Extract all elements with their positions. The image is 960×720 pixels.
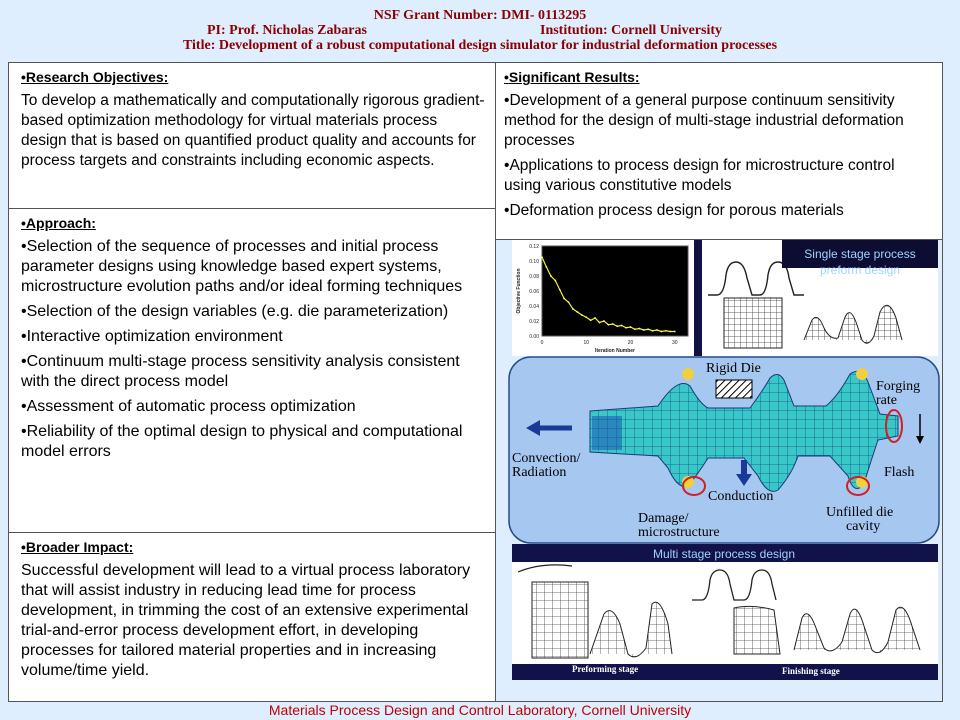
unfilled-label-2: cavity <box>846 519 881 534</box>
footer: Materials Process Design and Control Laboratory, Cornell University <box>268 702 692 718</box>
objective-point <box>647 328 649 330</box>
objective-point <box>621 325 623 327</box>
single-stage-caption-line2: preform design <box>819 263 901 277</box>
research-objectives-text: To develop a mathematically and computationally rigorous gradient-based optimization methodology for virtual materials process design that is based on quantified product quality and accounts for process targets and constraints including economic aspects. <box>21 92 485 169</box>
y-tick-label: 0.06 <box>529 289 539 295</box>
objective-point <box>559 289 561 291</box>
forging-svg <box>508 356 940 544</box>
single-stage-caption-line1: Single stage process <box>804 247 916 261</box>
objective-point <box>665 330 667 332</box>
convection-label-2: Radiation <box>512 465 567 480</box>
principal-investigator: PI: Prof. Nicholas Zabaras <box>207 23 367 38</box>
result-item: • Applications to process design for microstructure control using various constitutive models <box>504 156 934 196</box>
objective-point <box>674 331 676 333</box>
approach-heading: • Approach: <box>21 215 485 231</box>
conduction-label: Conduction <box>708 489 774 504</box>
objective-point <box>563 298 565 300</box>
approach-item: • Interactive optimization environment <box>21 327 485 347</box>
objective-point <box>652 330 654 332</box>
objective-point <box>581 314 583 316</box>
multi-stage-caption: Multi stage process design <box>652 547 796 561</box>
objective-point <box>590 319 592 321</box>
broader-impact-heading: • Broader Impact: <box>21 539 485 555</box>
objective-point <box>669 331 671 333</box>
result-item: • Deformation process design for porous materials <box>504 201 934 221</box>
broader-impact-text: Successful development will lead to a virtual process laboratory that will assist industry in reducing lead time for process development, in trimming the cost of an extensive experimental trial-and-error process development effort, in developing processes for tailored material properties and in increasing volume/time yield. <box>21 562 471 679</box>
y-tick-label: 0.04 <box>529 304 539 310</box>
y-tick-label: 0.12 <box>529 244 539 250</box>
objective-point <box>630 326 632 328</box>
x-tick-label: 0 <box>540 340 544 346</box>
single-stage-svg <box>512 240 938 356</box>
x-tick-label: 30 <box>671 340 678 346</box>
approach-item: • Selection of the sequence of processes and initial process parameter designs using knowledge based expert systems, microstructure evolution paths and/or ideal forming techniques <box>21 237 485 297</box>
institution: Institution: Cornell University <box>540 23 722 38</box>
objective-point <box>568 301 570 303</box>
significant-results-heading: • Significant Results: <box>504 69 934 85</box>
result-item: • Development of a general purpose continuum sensitivity method for the design of multi-stage industrial deformation processes <box>504 91 934 151</box>
approach-item: • Selection of the design variables (e.g. die parameterization) <box>21 302 485 322</box>
research-objectives-panel <box>8 62 496 209</box>
objective-point <box>585 316 587 318</box>
preforming-label: Preforming stage <box>572 664 639 674</box>
objective-point <box>661 331 663 333</box>
y-axis-label: Objective Function <box>516 268 522 314</box>
objective-point <box>541 256 543 258</box>
rigid-die-label: Rigid Die <box>706 361 761 376</box>
finishing-label: Finishing stage <box>782 666 840 676</box>
objective-point <box>599 322 601 324</box>
objective-point <box>607 324 609 326</box>
objective-point <box>634 328 636 330</box>
objective-point <box>603 320 605 322</box>
research-objectives-heading: • Research Objectives: <box>21 69 485 85</box>
approach-item: • Continuum multi-stage process sensitivity analysis consistent with the direct process model <box>21 352 485 392</box>
objective-point <box>554 280 556 282</box>
x-tick-label: 20 <box>627 340 634 346</box>
approach-item: • Assessment of automatic process optimization <box>21 397 485 417</box>
damage-label-2: microstructure <box>638 525 720 540</box>
slide-header <box>0 0 960 60</box>
y-tick-label: 0.00 <box>529 334 539 340</box>
objective-point <box>638 328 640 330</box>
grant-number: NSF Grant Number: DMI- 0113295 <box>373 8 587 23</box>
damage-label-1: Damage/ <box>638 511 689 526</box>
y-tick-label: 0.08 <box>529 274 539 280</box>
project-title: Title: Development of a robust computational design simulator for industrial deformation processes <box>182 38 778 53</box>
y-tick-label: 0.02 <box>529 319 539 325</box>
objective-point <box>656 329 658 331</box>
x-axis-label: Iteration Number <box>594 348 636 354</box>
plot-area <box>542 246 688 336</box>
convection-label-1: Convection/ <box>512 451 581 466</box>
objective-point <box>625 327 627 329</box>
objective-point <box>643 329 645 331</box>
single-stage-figure <box>512 240 938 356</box>
multi-stage-figure <box>512 544 938 680</box>
unfilled-label-1: Unfilled die <box>826 505 894 520</box>
broader-impact-panel <box>8 532 496 702</box>
objective-point <box>576 311 578 313</box>
objective-point <box>546 266 548 268</box>
objective-point <box>572 308 574 310</box>
y-tick-label: 0.10 <box>529 259 539 265</box>
approach-panel <box>8 208 496 533</box>
significant-results-panel <box>495 62 943 240</box>
forging-rate-label-2: rate <box>876 393 897 408</box>
objective-point <box>616 325 618 327</box>
forging-rate-label-1: Forging <box>876 379 921 394</box>
approach-item: • Reliability of the optimal design to physical and computational model errors <box>21 422 485 462</box>
x-tick-label: 10 <box>583 340 590 346</box>
forging-figure <box>508 356 940 544</box>
objective-point <box>612 323 614 325</box>
objective-point <box>550 275 552 277</box>
objective-point <box>594 317 596 319</box>
multi-stage-svg <box>512 544 938 680</box>
flash-label: Flash <box>884 465 915 480</box>
